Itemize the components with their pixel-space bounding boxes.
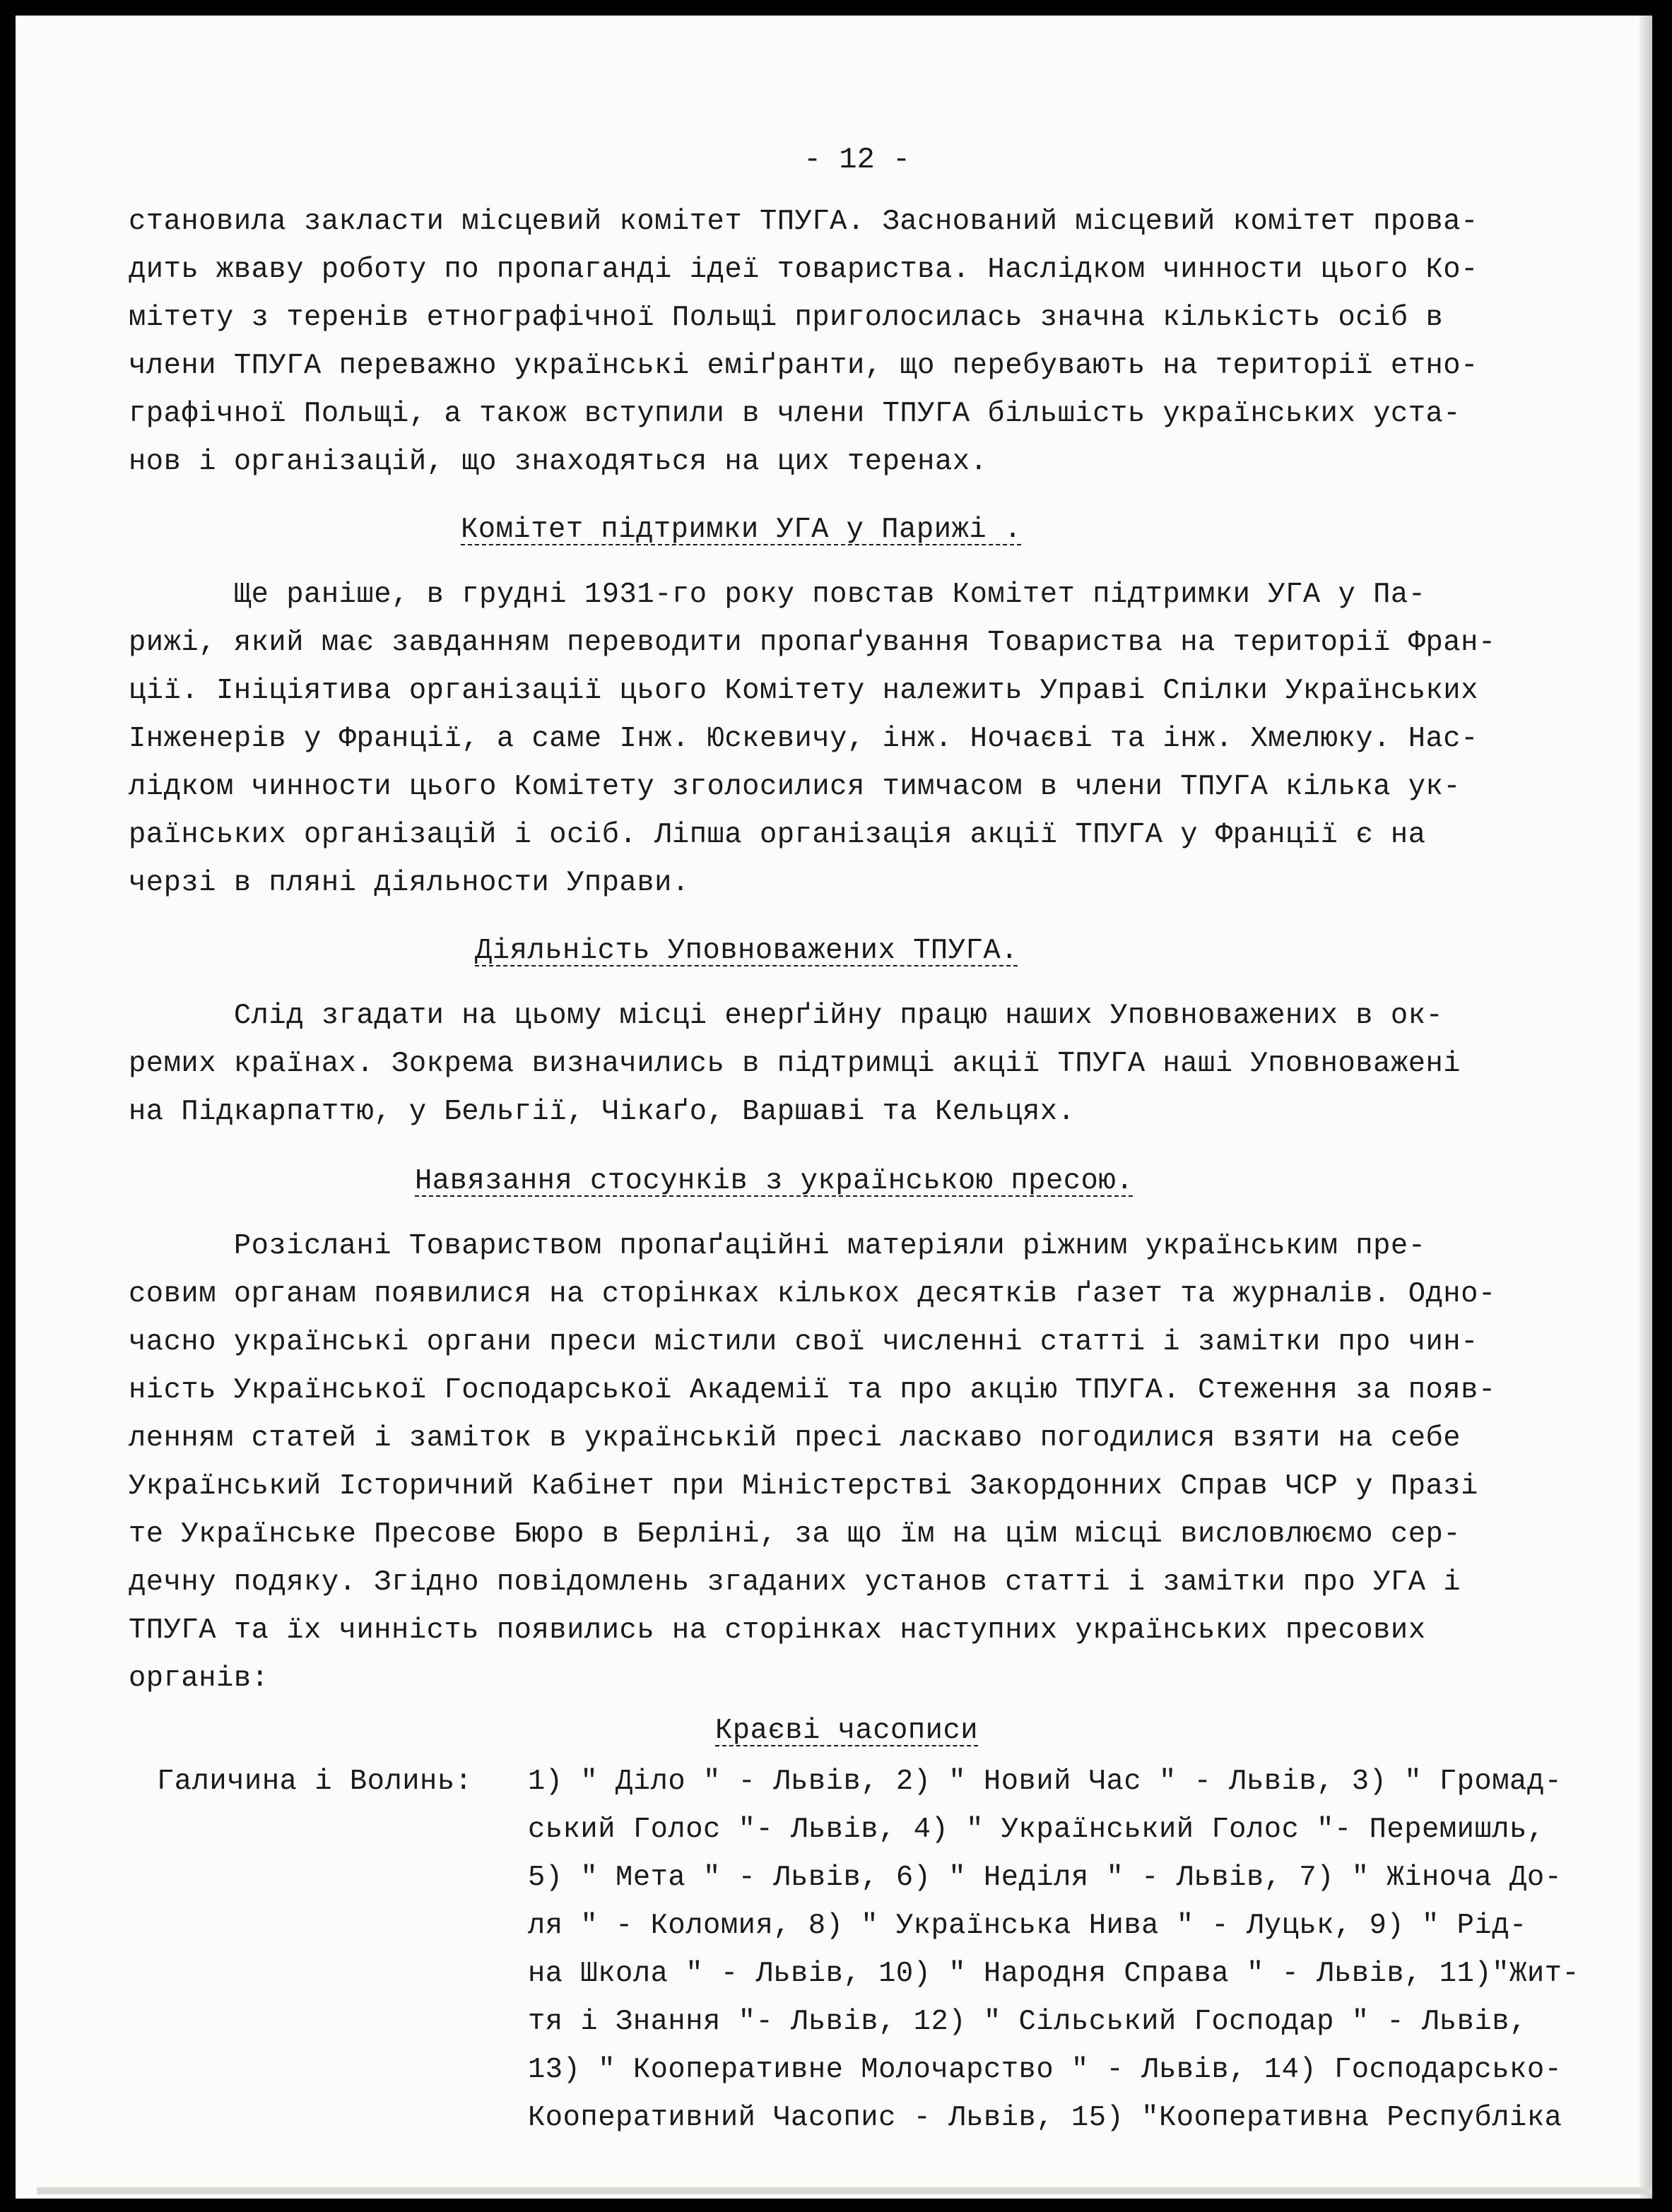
text-line: часно українські органи преси містили свої численні статті і замітки про чин-: [129, 1326, 1478, 1359]
text-line: становила закласти місцевий комітет ТПУГА. Заснований місцевий комітет прова-: [129, 206, 1478, 238]
text-line: дечну подяку. Згідно повідомлень згаданих установ статті і замітки про УГА і: [129, 1566, 1461, 1599]
text-line: Інженерів у Франції, а саме Інж. Юскевичу, інж. Ночаєві та інж. Хмелюку. Нас-: [129, 723, 1478, 755]
text-line: рижі, який має завданням переводити пропаґування Товариства на території Фран-: [129, 627, 1496, 659]
text-line: графічної Польщі, а також вступили в члени ТПУГА більшість українських уста-: [129, 398, 1461, 430]
text-line: раїнських організацій і осіб. Ліпша організація акції ТПУГА у Франції є на: [129, 819, 1426, 851]
list-item: Кооперативний Часопис - Львів, 15) "Кооперативна Республіка: [528, 2102, 1562, 2134]
list-item: тя і Знання "- Львів, 12) " Сільський Господар " - Львів,: [528, 2006, 1527, 2038]
page-number: - 12 -: [803, 143, 911, 177]
list-item: 1) " Діло " - Львів, 2) " Новий Час " - Львів, 3) " Громад-: [528, 1766, 1562, 1798]
text-line: совим органам появилися на сторінках кількох десятків ґазет та журналів. Одно-: [129, 1278, 1496, 1311]
text-line: ремих країнах. Зокрема визначились в підтримці акції ТПУГА наші Уповноважені: [129, 1048, 1461, 1080]
list-item: ля " - Коломия, 8) " Українська Нива " - Луцьк, 9) " Рід-: [528, 1910, 1527, 1942]
list-item: ський Голос "- Львів, 4) " Український Голос "- Перемишль,: [528, 1814, 1545, 1846]
text-line: Розіслані Товариством пропаґаційні матеріяли ріжним українським пре-: [129, 1230, 1426, 1262]
list-region-label: Галичина і Волинь:: [157, 1766, 473, 1798]
text-line: те Українське Пресове Бюро в Берліні, за що їм на цім місці висловлюємо сер-: [129, 1518, 1461, 1551]
list-item: на Школа " - Львів, 10) " Народня Справа " - Львів, 11)"Жит-: [528, 1958, 1580, 1990]
text-line: мітету з теренів етнографічної Польщі приголосилась значна кількість осіб в: [129, 302, 1444, 334]
text-line: органів:: [129, 1662, 269, 1695]
page-bottom-edge: [37, 2187, 1652, 2194]
text-line: лідком чинности цього Комітету зголосилися тимчасом в члени ТПУГА кілька ук-: [129, 771, 1461, 803]
text-line: ленням статей і заміток в українській пресі ласкаво погодилися взяти на себе: [129, 1422, 1461, 1455]
text-line: ТПУГА та їх чинність появились на сторінках наступних українських пресових: [129, 1614, 1426, 1647]
text-line: Український Історичний Кабінет при Міністерстві Закордонних Справ ЧСР у Празі: [129, 1470, 1478, 1503]
text-line: члени ТПУГА переважно українські еміґранти, що перебувають на території етно-: [129, 350, 1478, 382]
text-line: ність Української Господарської Академії та про акцію ТПУГА. Стеження за появ-: [129, 1374, 1496, 1407]
text-line: нов і організацій, що знаходяться на цих теренах.: [129, 446, 988, 478]
document-page: [16, 16, 1652, 2199]
text-line: ції. Ініціятива організації цього Комітету належить Управі Спілки Українських: [129, 675, 1478, 707]
section-heading-press-relations: Навязання стосунків з українською пресою.: [415, 1165, 1134, 1197]
section-heading-representatives: Діяльність Уповноважених ТПУГА.: [475, 935, 1018, 967]
text-line: Слід згадати на цьому місці енерґійну працю наших Уповноважених в ок-: [129, 1000, 1444, 1032]
page-edge-shadow: [1639, 16, 1652, 2199]
text-line: черзі в пляні діяльности Управи.: [129, 867, 690, 899]
text-line: дить жваву роботу по пропаганді ідеї товариства. Наслідком чинности цього Ко-: [129, 254, 1478, 286]
list-item: 13) " Кооперативне Молочарство " - Львів, 14) Господарсько-: [528, 2054, 1562, 2086]
section-heading-paris-committee: Комітет підтримки УГА у Парижі .: [461, 514, 1022, 546]
text-line: Ще раніше, в грудні 1931-го року повстав Комітет підтримки УГА у Па-: [129, 579, 1426, 611]
list-item: 5) " Мета " - Львів, 6) " Неділя " - Львів, 7) " Жіноча До-: [528, 1862, 1562, 1894]
text-line: на Підкарпаттю, у Бельгії, Чікаґо, Варшаві та Кельцях.: [129, 1096, 1076, 1128]
section-heading-regional-newspapers: Краєві часописи: [715, 1715, 979, 1747]
